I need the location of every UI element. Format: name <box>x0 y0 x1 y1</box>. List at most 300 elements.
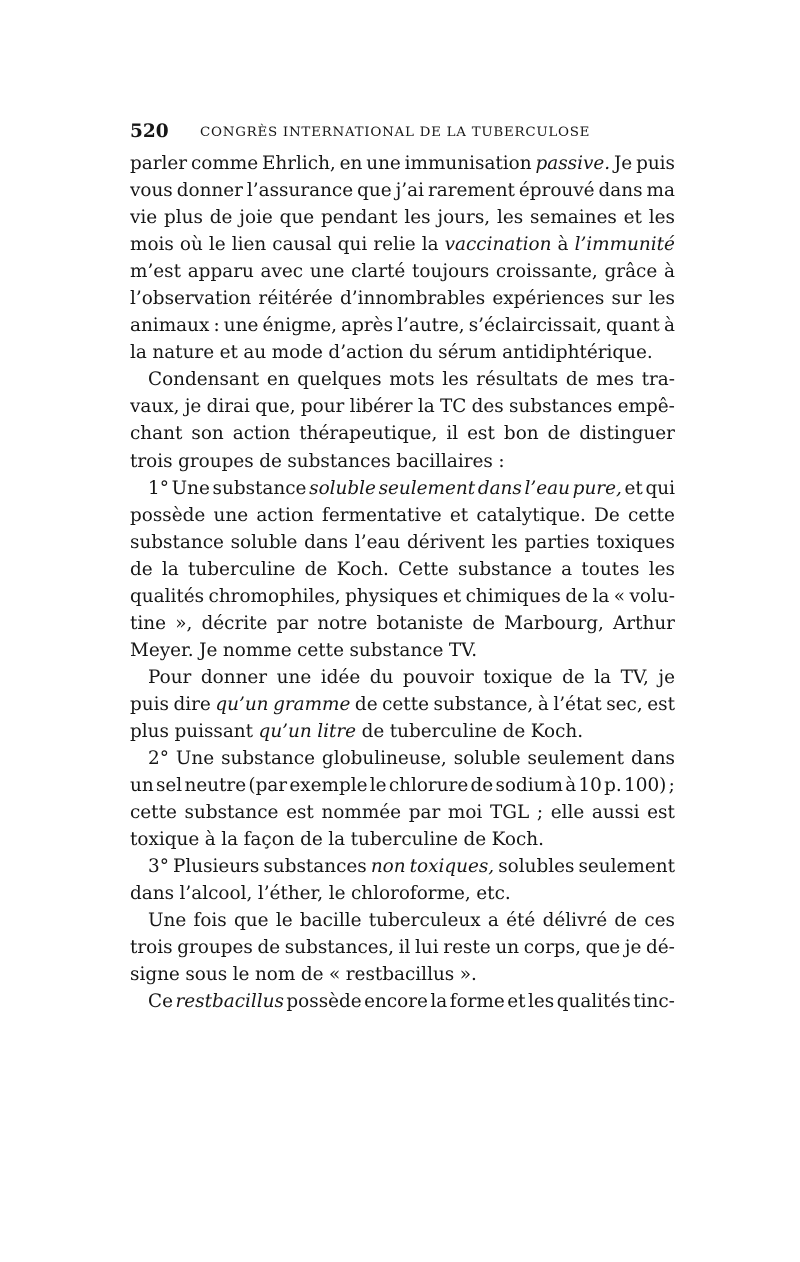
word: reste <box>443 937 491 959</box>
text-line <box>130 339 675 366</box>
word: une <box>309 261 345 283</box>
word: parties <box>524 531 590 553</box>
word: de <box>300 829 323 851</box>
word: dérivent <box>406 531 485 553</box>
word: a <box>561 558 573 580</box>
word: chlorure <box>388 775 469 797</box>
word: au <box>243 342 267 364</box>
word: thérapeutique, <box>299 423 438 445</box>
word: grâce <box>604 261 658 283</box>
word: donner <box>200 666 268 688</box>
word: à <box>204 829 216 851</box>
word: l’état <box>553 693 602 715</box>
word: les <box>442 369 469 391</box>
word: les <box>404 207 431 229</box>
word: dirai <box>206 396 250 418</box>
word: aussi <box>591 802 640 824</box>
word: il <box>398 937 411 959</box>
text-line <box>130 610 675 637</box>
word: bacille <box>299 910 362 932</box>
word: l’assurance <box>246 180 354 202</box>
text-line <box>130 366 675 393</box>
word: pour <box>300 396 345 418</box>
word: la <box>592 585 610 607</box>
word: restbacillus <box>345 964 455 986</box>
word: jours, <box>437 207 491 229</box>
word: substance <box>221 748 315 770</box>
word: en <box>339 153 363 174</box>
body-text <box>130 150 675 1016</box>
word: qualités <box>130 585 205 607</box>
word: les <box>648 288 675 310</box>
word: réitérée <box>258 288 333 310</box>
text-line <box>130 853 675 880</box>
word: soluble <box>453 748 521 770</box>
word: 2° <box>148 748 169 770</box>
italic-word: dans <box>477 477 522 499</box>
word: et <box>624 477 643 499</box>
word: que <box>585 937 621 959</box>
word: pouvoir <box>402 666 474 688</box>
word: Ce <box>148 991 173 1013</box>
word: par <box>276 612 309 634</box>
word: délivré <box>542 910 608 932</box>
word: tinc- <box>633 991 675 1013</box>
word: Cette <box>398 558 449 580</box>
italic-word: l’immunité <box>574 234 675 256</box>
word: Arthur <box>613 612 675 634</box>
word: expériences <box>492 288 605 310</box>
word: substances <box>287 450 391 472</box>
word: chant <box>130 423 183 445</box>
word: de <box>130 558 153 580</box>
word: signe <box>130 964 180 986</box>
italic-word: seulement <box>378 477 476 499</box>
text-line <box>130 204 675 231</box>
word: l’éther, <box>257 883 324 905</box>
text-line <box>130 826 675 853</box>
word: une <box>276 666 312 688</box>
word: le <box>275 910 293 932</box>
word: de <box>354 693 378 715</box>
word: et <box>623 207 642 229</box>
word: sérum <box>438 342 497 364</box>
word: moi <box>447 802 483 824</box>
word: les <box>528 991 555 1013</box>
word: fois <box>193 910 227 932</box>
word: l’autre, <box>397 315 465 337</box>
word: la <box>161 558 179 580</box>
word: 10 <box>578 775 602 797</box>
text-line <box>130 664 675 691</box>
text-line <box>130 420 675 447</box>
word: la <box>430 991 448 1013</box>
word: les <box>648 207 675 229</box>
word: toujours <box>412 261 490 283</box>
word: que <box>279 207 315 229</box>
word: m’est <box>130 261 181 283</box>
word: seulement <box>527 748 624 770</box>
word: TV. <box>448 639 478 661</box>
word: de <box>470 775 494 797</box>
word: une <box>366 153 401 174</box>
word: substances <box>509 396 613 418</box>
word: empê- <box>617 396 675 418</box>
word: de <box>257 937 281 959</box>
text-line <box>130 718 675 745</box>
word: chromophiles, <box>208 585 341 607</box>
word: de <box>614 910 638 932</box>
word: de <box>300 964 324 986</box>
italic-word: toxiques, <box>409 856 495 878</box>
word: de <box>304 558 328 580</box>
word: la <box>421 234 439 256</box>
word: apparu <box>187 261 254 283</box>
running-head <box>130 120 675 144</box>
word: sec, <box>606 693 643 715</box>
word: les <box>491 531 518 553</box>
word: Marbourg, <box>504 612 604 634</box>
italic-word: vaccination <box>444 234 552 256</box>
word: ; <box>668 775 675 797</box>
word: tuberculeux <box>368 910 481 932</box>
word: l’alcool, <box>179 883 253 905</box>
italic-word: litre <box>317 720 357 742</box>
word: de <box>361 720 385 742</box>
word: vie <box>130 207 158 229</box>
word: par <box>408 802 441 824</box>
word: parler <box>130 153 188 174</box>
text-line <box>130 583 675 610</box>
word: de <box>562 666 585 688</box>
text-line <box>130 312 675 339</box>
word: (par <box>248 775 288 797</box>
italic-word: gramme <box>273 693 351 715</box>
text-line <box>130 150 675 177</box>
word: donner <box>176 180 243 202</box>
word: mode <box>271 342 323 364</box>
text-line <box>130 772 675 799</box>
word: p. <box>604 775 622 797</box>
word: substance <box>130 531 224 553</box>
word: corps, <box>523 937 581 959</box>
text-line <box>130 961 675 988</box>
running-title: CONGRÈS INTERNATIONAL DE LA TUBERCULOSE <box>200 125 591 140</box>
word: mes <box>596 369 634 391</box>
word: s’éclaircissait, <box>468 315 602 337</box>
word: les <box>648 558 675 580</box>
word: volu- <box>629 585 675 607</box>
word: nommée <box>321 802 402 824</box>
text-line <box>130 691 675 718</box>
word: 3° <box>148 856 169 878</box>
word: encore <box>364 991 428 1013</box>
word: relie <box>373 234 416 256</box>
word: », <box>175 612 193 634</box>
word: l’eau <box>354 531 401 553</box>
word: possède <box>130 504 206 526</box>
word: avec <box>260 261 304 283</box>
word: lui <box>415 937 439 959</box>
text-line <box>130 448 675 475</box>
word: de <box>565 585 588 607</box>
word: etc. <box>476 883 511 905</box>
word: rarement <box>427 180 515 202</box>
word: : <box>213 315 220 337</box>
word: de <box>502 720 526 742</box>
word: en <box>266 369 290 391</box>
text-line <box>130 231 675 258</box>
italic-word: pure, <box>572 477 622 499</box>
word: la <box>328 829 346 851</box>
word: toxiques <box>596 531 675 553</box>
word: tuberculine <box>350 829 458 851</box>
word: cette <box>130 802 177 824</box>
word: le <box>232 964 250 986</box>
word: cette <box>297 639 344 661</box>
word: d’innombrables <box>340 288 486 310</box>
text-line <box>130 745 675 772</box>
italic-word: soluble <box>309 477 376 499</box>
word: « <box>328 964 341 986</box>
word: trois <box>130 450 173 472</box>
word: Pour <box>148 666 192 688</box>
word: d’action <box>328 342 404 364</box>
word: énigme, <box>262 315 338 337</box>
word: des <box>471 396 504 418</box>
word: idée <box>320 666 361 688</box>
word: dans <box>598 180 643 202</box>
word: de <box>209 207 233 229</box>
word: que <box>357 180 392 202</box>
word: que, <box>255 396 296 418</box>
word: du <box>409 342 433 364</box>
word: un <box>130 775 154 797</box>
word: nomme <box>222 639 292 661</box>
word: bon <box>503 423 539 445</box>
word: substance, <box>433 693 534 715</box>
italic-word: restbacillus <box>175 991 284 1013</box>
text-line <box>130 393 675 420</box>
word: Condensant <box>148 369 260 391</box>
word: possède <box>286 991 362 1013</box>
word: plus <box>130 720 169 742</box>
word: qui <box>645 477 675 499</box>
word: forme <box>449 991 505 1013</box>
word: mois <box>130 234 174 256</box>
word: quant <box>605 315 660 337</box>
word: vaux, <box>130 396 180 418</box>
word: dans <box>130 883 175 905</box>
text-line <box>130 285 675 312</box>
word: la <box>417 396 435 418</box>
word: et <box>507 991 526 1013</box>
word: nature <box>152 342 215 364</box>
word: Koch. <box>336 558 389 580</box>
word: catalytique. <box>476 504 586 526</box>
word: décrite <box>201 612 268 634</box>
word: à <box>557 234 569 256</box>
word: animaux <box>130 315 210 337</box>
word: un <box>495 937 520 959</box>
word: quelques <box>297 369 382 391</box>
word: qualités <box>556 991 631 1013</box>
word: Meyer. <box>130 639 194 661</box>
text-line <box>130 556 675 583</box>
word: « <box>613 585 626 607</box>
word: dans <box>304 531 349 553</box>
text-line <box>130 502 675 529</box>
word: Koch. <box>491 829 544 851</box>
word: action <box>232 423 291 445</box>
word: résultats <box>476 369 559 391</box>
word: l’observation <box>130 288 252 310</box>
text-line <box>130 258 675 285</box>
word: Plusieurs <box>172 856 260 878</box>
word: pendant <box>321 207 398 229</box>
word: dans <box>630 748 675 770</box>
word: TV, <box>620 666 649 688</box>
word: que <box>234 910 269 932</box>
italic-word: qu’un <box>215 693 269 715</box>
word: sur <box>611 288 642 310</box>
word: croissante, <box>495 261 598 283</box>
italic-word: non <box>370 856 406 878</box>
word: à <box>565 775 577 797</box>
word: est <box>286 802 314 824</box>
word: clarté <box>351 261 406 283</box>
word: son <box>191 423 224 445</box>
word: j’ai <box>395 180 424 202</box>
word: de <box>463 829 487 851</box>
word: a <box>487 910 499 932</box>
word: joie <box>239 207 273 229</box>
word: je <box>624 937 642 959</box>
text-line <box>130 988 675 1015</box>
word: les <box>496 207 524 229</box>
word: vous <box>130 180 173 202</box>
word: été <box>506 910 536 932</box>
word: la <box>130 342 147 364</box>
word: trois <box>130 937 173 959</box>
word: du <box>369 666 394 688</box>
text-line <box>130 934 675 961</box>
word: tine <box>130 612 167 634</box>
word: où <box>179 234 203 256</box>
word: mots <box>389 369 435 391</box>
word: est <box>647 802 675 824</box>
word: ». <box>459 964 477 986</box>
word: cette <box>382 693 429 715</box>
text-line <box>130 799 675 826</box>
word: TC <box>439 396 467 418</box>
text-line <box>130 475 675 502</box>
word: toxique <box>483 666 553 688</box>
word: substance <box>184 802 279 824</box>
italic-word: passive. <box>535 153 611 174</box>
word: substances, <box>284 937 394 959</box>
word: ma <box>646 180 675 202</box>
word: solubles <box>498 856 575 878</box>
word: sous <box>185 964 228 986</box>
word: à <box>663 315 675 337</box>
word: Ehrlich, <box>261 153 336 174</box>
word: nom <box>254 964 296 986</box>
word: tuberculine <box>389 720 498 742</box>
word: fermentative <box>322 504 442 526</box>
word: libérer <box>349 396 413 418</box>
text-line <box>130 177 675 204</box>
word: seulement <box>578 856 675 878</box>
word: comme <box>190 153 259 174</box>
word: sel <box>155 775 183 797</box>
word: 1° <box>148 477 169 499</box>
word: de <box>259 450 282 472</box>
word: éprouvé <box>518 180 595 202</box>
word: plus <box>164 207 203 229</box>
word: notre <box>317 612 368 634</box>
word: botaniste <box>376 612 464 634</box>
word: elle <box>550 802 585 824</box>
word: 100) <box>624 775 667 797</box>
word: Je <box>199 639 218 661</box>
word: TGL <box>489 802 530 824</box>
word: neutre <box>184 775 247 797</box>
word: je <box>184 396 202 418</box>
word: bacillaires <box>396 450 493 472</box>
word: soluble <box>230 531 298 553</box>
word: tuberculine <box>188 558 296 580</box>
word: toxique <box>130 829 200 851</box>
word: Koch. <box>530 720 584 742</box>
word: la <box>594 666 612 688</box>
italic-word: l’eau <box>524 477 570 499</box>
word: ; <box>536 802 544 824</box>
word: le <box>208 234 226 256</box>
word: et <box>442 585 462 607</box>
page-number: 520 <box>130 121 169 142</box>
word: causal <box>272 234 332 256</box>
word: Je <box>613 153 633 174</box>
word: : <box>498 450 505 472</box>
word: substance <box>212 477 307 499</box>
word: semaines <box>530 207 617 229</box>
text-line <box>130 880 675 907</box>
word: le <box>328 883 346 905</box>
word: substance <box>458 558 552 580</box>
word: action <box>256 504 314 526</box>
italic-word: qu’un <box>258 720 312 742</box>
word: De <box>594 504 620 526</box>
word: de <box>547 423 571 445</box>
word: dire <box>173 693 211 715</box>
word: chimiques <box>465 585 561 607</box>
word: et <box>219 342 238 364</box>
word: Une <box>148 910 187 932</box>
word: physiques <box>345 585 439 607</box>
word: ces <box>644 910 675 932</box>
word: à <box>663 261 675 283</box>
word: groupes <box>177 937 253 959</box>
word: puis <box>636 153 675 174</box>
word: chloroforme, <box>350 883 471 905</box>
word: une <box>213 504 249 526</box>
word: est <box>467 423 495 445</box>
word: sodium <box>495 775 563 797</box>
word: est <box>647 693 675 715</box>
word: la <box>221 829 239 851</box>
word: exemple <box>289 775 368 797</box>
